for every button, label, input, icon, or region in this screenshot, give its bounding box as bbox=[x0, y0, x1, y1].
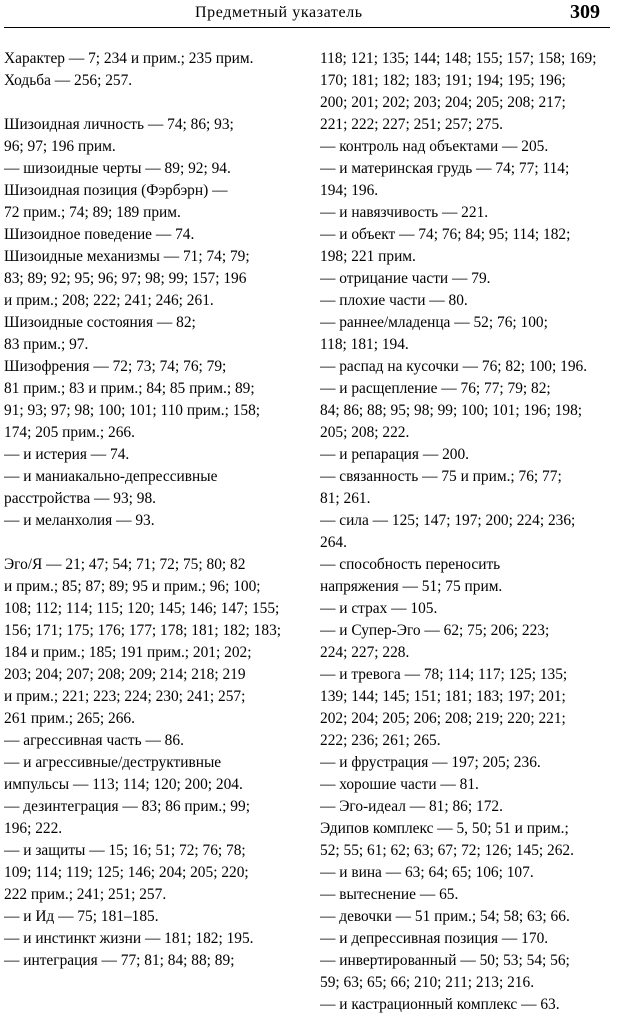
index-line: — и навязчивость — 221. bbox=[320, 204, 489, 221]
index-line: 194; 196. bbox=[320, 182, 379, 199]
index-line: 174; 205 прим.; 266. bbox=[4, 424, 135, 441]
index-line: расстройства — 93; 98. bbox=[4, 490, 157, 507]
index-line: — сила — 125; 147; 197; 200; 224; 236; bbox=[320, 512, 576, 529]
index-line: импульсы — 113; 114; 120; 200; 204. bbox=[4, 776, 243, 793]
index-line: — отрицание части — 79. bbox=[320, 270, 491, 287]
index-line: — способность переносить bbox=[320, 556, 501, 573]
index-line: — и маниакально-депрессивные bbox=[4, 468, 218, 485]
index-line: — и расщепление — 76; 77; 79; 82; bbox=[320, 380, 551, 397]
index-line: — шизоидные черты — 89; 92; 94. bbox=[4, 160, 231, 177]
index-line: Шизоидные состояния — 82; bbox=[4, 314, 196, 331]
index-line: 264. bbox=[320, 534, 347, 551]
page-header bbox=[0, 0, 620, 36]
page-number: 309 bbox=[570, 1, 600, 23]
index-line: 198; 221 прим. bbox=[320, 248, 416, 265]
index-line: — девочки — 51 прим.; 54; 58; 63; 66. bbox=[320, 908, 570, 925]
index-column-left bbox=[4, 48, 300, 972]
index-line: 84; 86; 88; 95; 98; 99; 100; 101; 196; 198; bbox=[320, 402, 583, 419]
index-line: — контроль над объектами — 205. bbox=[320, 138, 549, 155]
index-line: 83 прим.; 97. bbox=[4, 336, 89, 353]
index-line: Шизоидная позиция (Фэрбэрн) — bbox=[4, 182, 228, 199]
index-line: 72 прим.; 74; 89; 189 прим. bbox=[4, 204, 181, 221]
index-line: 109; 114; 119; 125; 146; 204; 205; 220; bbox=[4, 864, 249, 881]
index-line: — раннее/младенца — 52; 76; 100; bbox=[320, 314, 548, 331]
index-line: — и тревога — 78; 114; 117; 125; 135; bbox=[320, 666, 568, 683]
index-line: 170; 181; 182; 183; 191; 194; 195; 196; bbox=[320, 72, 566, 89]
index-line: 91; 93; 97; 98; 100; 101; 110 прим.; 158; bbox=[4, 402, 261, 419]
index-line: Эго/Я — 21; 47; 54; 71; 72; 75; 80; 82 bbox=[4, 556, 246, 573]
index-line: — и кастрационный комплекс — 63. bbox=[320, 996, 560, 1013]
index-line: — и защиты — 15; 16; 51; 72; 76; 78; bbox=[4, 842, 246, 859]
section-gap bbox=[4, 532, 300, 554]
index-line: Шизоидное поведение — 74. bbox=[4, 226, 195, 243]
index-line: — Эго-идеал — 81; 86; 172. bbox=[320, 798, 503, 815]
index-line: Эдипов комплекс — 5, 50; 51 и прим.; bbox=[320, 820, 569, 837]
index-line: — и меланхолия — 93. bbox=[4, 512, 155, 529]
index-line: 184 и прим.; 185; 191 прим.; 201; 202; bbox=[4, 644, 252, 661]
index-line: — агрессивная часть — 86. bbox=[4, 732, 184, 749]
index-line: — и репарация — 200. bbox=[320, 446, 470, 463]
index-line: 59; 63; 65; 66; 210; 211; 213; 216. bbox=[320, 974, 535, 991]
index-line: — дезинтеграция — 83; 86 прим.; 99; bbox=[4, 798, 250, 815]
index-line: Шизоидная личность — 74; 86; 93; bbox=[4, 116, 234, 133]
index-line: и прим.; 208; 222; 241; 246; 261. bbox=[4, 292, 214, 309]
index-line: 224; 227; 228. bbox=[320, 644, 410, 661]
index-line: 81; 261. bbox=[320, 490, 371, 507]
index-line: 156; 171; 175; 176; 177; 178; 181; 182; 183; bbox=[4, 622, 282, 639]
index-line: — и депрессивная позиция — 170. bbox=[320, 930, 549, 947]
index-line: — и объект — 74; 76; 84; 95; 114; 182; bbox=[320, 226, 571, 243]
index-line: и прим.; 85; 87; 89; 95 и прим.; 96; 100; bbox=[4, 578, 261, 595]
index-line: 139; 144; 145; 151; 181; 183; 197; 201; bbox=[320, 688, 566, 705]
index-line: 200; 201; 202; 203; 204; 205; 208; 217; bbox=[320, 94, 566, 111]
index-line: 221; 222; 227; 251; 257; 275. bbox=[320, 116, 503, 133]
section-gap bbox=[4, 92, 300, 114]
index-line: и прим.; 221; 223; 224; 230; 241; 257; bbox=[4, 688, 246, 705]
index-line: — и Супер-Эго — 62; 75; 206; 223; bbox=[320, 622, 550, 639]
index-line: — и страх — 105. bbox=[320, 600, 438, 617]
index-line: Ходьба — 256; 257. bbox=[4, 72, 133, 89]
index-line: — вытеснение — 65. bbox=[320, 886, 459, 903]
index-line: — и материнская грудь — 74; 77; 114; bbox=[320, 160, 570, 177]
index-line: — инвертированный — 50; 53; 54; 56; bbox=[320, 952, 570, 969]
index-line: 96; 97; 196 прим. bbox=[4, 138, 116, 155]
index-line: — распад на кусочки — 76; 82; 100; 196. bbox=[320, 358, 588, 375]
index-line: 118; 121; 135; 144; 148; 155; 157; 158; 169; bbox=[320, 50, 597, 67]
index-line: — хорошие части — 81. bbox=[320, 776, 479, 793]
index-line: — плохие части — 80. bbox=[320, 292, 468, 309]
index-line: — и фрустрация — 197; 205; 236. bbox=[320, 754, 541, 771]
header-rule bbox=[4, 27, 610, 28]
index-line: Шизоидные механизмы — 71; 74; 79; bbox=[4, 248, 250, 265]
index-line: напряжения — 51; 75 прим. bbox=[320, 578, 503, 595]
index-line: — и агрессивные/деструктивные bbox=[4, 754, 222, 771]
index-column-right bbox=[320, 48, 612, 1016]
index-line: 118; 181; 194. bbox=[320, 336, 409, 353]
index-line: 222 прим.; 241; 251; 257. bbox=[4, 886, 167, 903]
index-line: — и истерия — 74. bbox=[4, 446, 130, 463]
index-line: 108; 112; 114; 115; 120; 145; 146; 147; 155; bbox=[4, 600, 280, 617]
running-title: Предметный указатель bbox=[195, 4, 363, 21]
index-line: — и инстинкт жизни — 181; 182; 195. bbox=[4, 930, 254, 947]
index-line: 52; 55; 61; 62; 63; 67; 72; 126; 145; 262. bbox=[320, 842, 574, 859]
index-line: Характер — 7; 234 и прим.; 235 прим. bbox=[4, 50, 254, 67]
index-line: 222; 236; 261; 265. bbox=[320, 732, 441, 749]
index-line: — и Ид — 75; 181–185. bbox=[4, 908, 159, 925]
index-line: — и вина — 63; 64; 65; 106; 107. bbox=[320, 864, 534, 881]
index-line: Шизофрения — 72; 73; 74; 76; 79; bbox=[4, 358, 227, 375]
index-line: 261 прим.; 265; 266. bbox=[4, 710, 135, 727]
index-line: — связанность — 75 и прим.; 76; 77; bbox=[320, 468, 562, 485]
index-line: 202; 204; 205; 206; 208; 219; 220; 221; bbox=[320, 710, 566, 727]
index-line: 196; 222. bbox=[4, 820, 63, 837]
index-line: 81 прим.; 83 и прим.; 84; 85 прим.; 89; bbox=[4, 380, 255, 397]
index-line: — интеграция — 77; 81; 84; 88; 89; bbox=[4, 952, 235, 969]
index-line: 203; 204; 207; 208; 209; 214; 218; 219 bbox=[4, 666, 246, 683]
index-line: 205; 208; 222. bbox=[320, 424, 410, 441]
index-line: 83; 89; 92; 95; 96; 97; 98; 99; 157; 196 bbox=[4, 270, 247, 287]
